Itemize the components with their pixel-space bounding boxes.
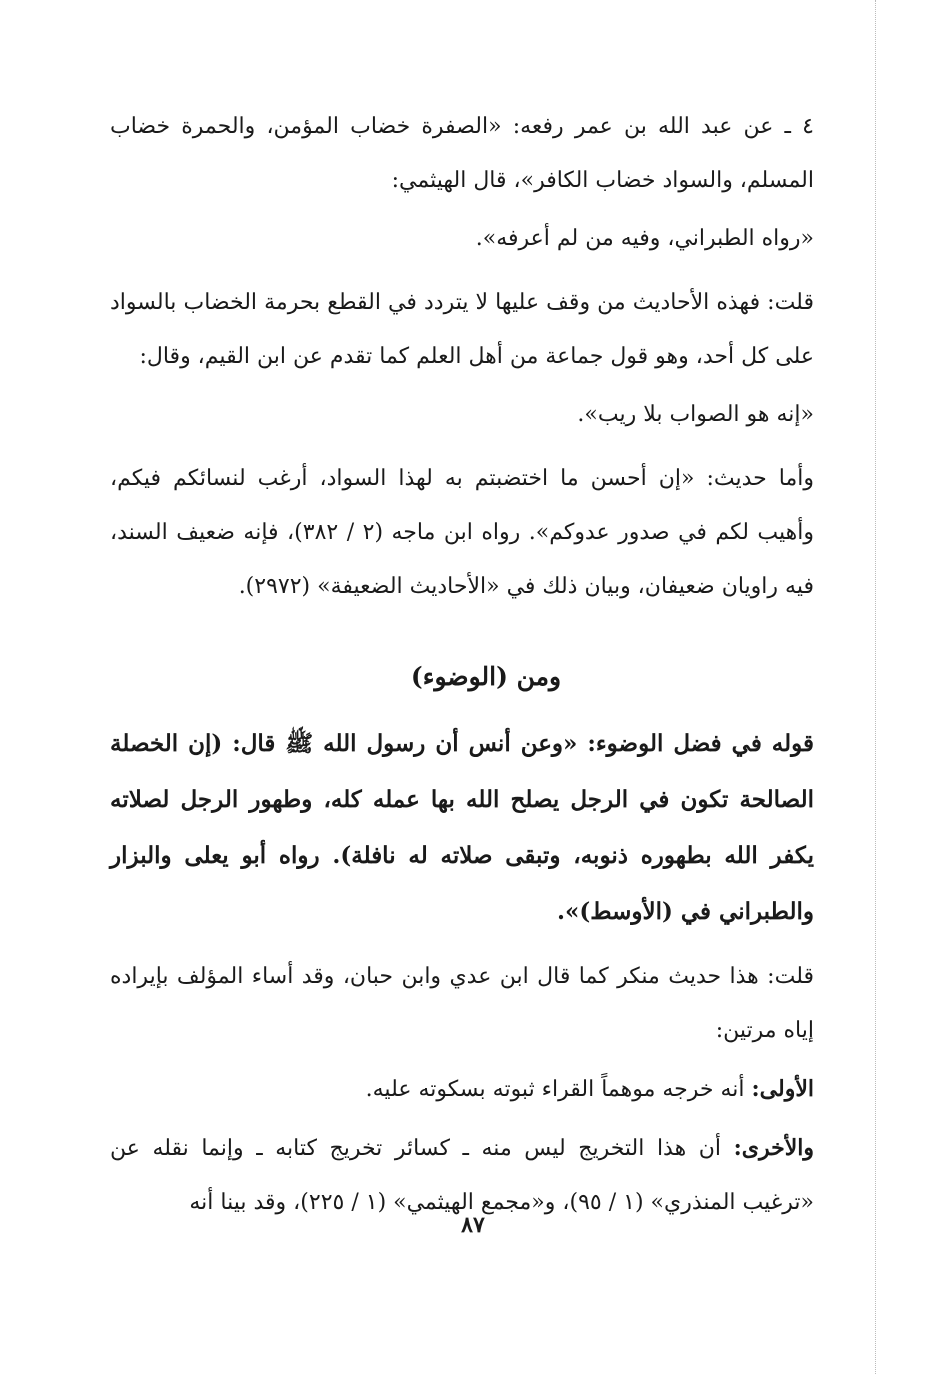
paragraph-ibn-majah-hadith: وأما حديث: «إن أحسن ما اختضبتم به لهذا السواد، أرغب لنسائكم فيكم، وأهيب لكم في صدور عدوكم». رواه ابن ماجه (٢ / ٣٨٢)، فإنه ضعيف السند، فيه راويان ضعيفان، وبيان ذلك في «الأحاديث الضعيفة» (٢٩٧٢). bbox=[110, 466, 814, 599]
section-heading: ومن (الوضوء) bbox=[410, 662, 562, 691]
paragraph-ruling: قلت: فهذه الأحاديث من وقف عليها لا يتردد في القطع بحرمة الخضاب بالسواد على كل أحد، وهو قول جماعة من أهل العلم كما تقدم عن ابن القيم، وقال: bbox=[110, 290, 814, 369]
paragraph-wudu-hadith: قوله في فضل الوضوء: «وعن أنس أن رسول الله ﷺ قال: (إن الخصلة الصالحة تكون في الرجل يصلح الله بها عمله كله، وطهور الرجل لصلاته يكفر الله بطهوره ذنوبه، وتبقى صلاته له نافلة). رواه أبو يعلى والبزار والطبراني في (الأوسط)». bbox=[110, 730, 814, 925]
page-number: ٨٧ bbox=[461, 1212, 485, 1238]
first-point-label: الأولى: bbox=[751, 1076, 814, 1102]
second-point-label: والأخرى: bbox=[733, 1135, 814, 1161]
first-point-text: أنه خرجه موهماً القراء ثبوته بسكوته عليه. bbox=[365, 1077, 752, 1102]
paragraph-ibn-qayyim-quote: «إنه هو الصواب بلا ريب». bbox=[577, 402, 814, 427]
second-point-text: أن هذا التخريج ليس منه ـ كسائر تخريج كتابه ـ وإنما نقله عن «ترغيب المنذري» (١ / ٩٥)، و«مجمع الهيثمي» (١ / ٢٢٥)، وقد بينا أنه bbox=[110, 1136, 814, 1215]
paragraph-first-point bbox=[110, 1062, 862, 1117]
margin-dotted-line bbox=[874, 0, 876, 1374]
page-body bbox=[110, 100, 862, 1230]
paragraph-hadith-4: ٤ ـ عن عبد الله بن عمر رفعه: «الصفرة خضاب المؤمن، والحمرة خضاب المسلم، والسواد خضاب الكافر»، قال الهيثمي: bbox=[110, 114, 814, 193]
paragraph-haythami-quote: «رواه الطبراني، وفيه من لم أعرفه». bbox=[475, 226, 814, 251]
paragraph-critique: قلت: هذا حديث منكر كما قال ابن عدي وابن حبان، وقد أساء المؤلف بإيراده إياه مرتين: bbox=[110, 964, 814, 1043]
